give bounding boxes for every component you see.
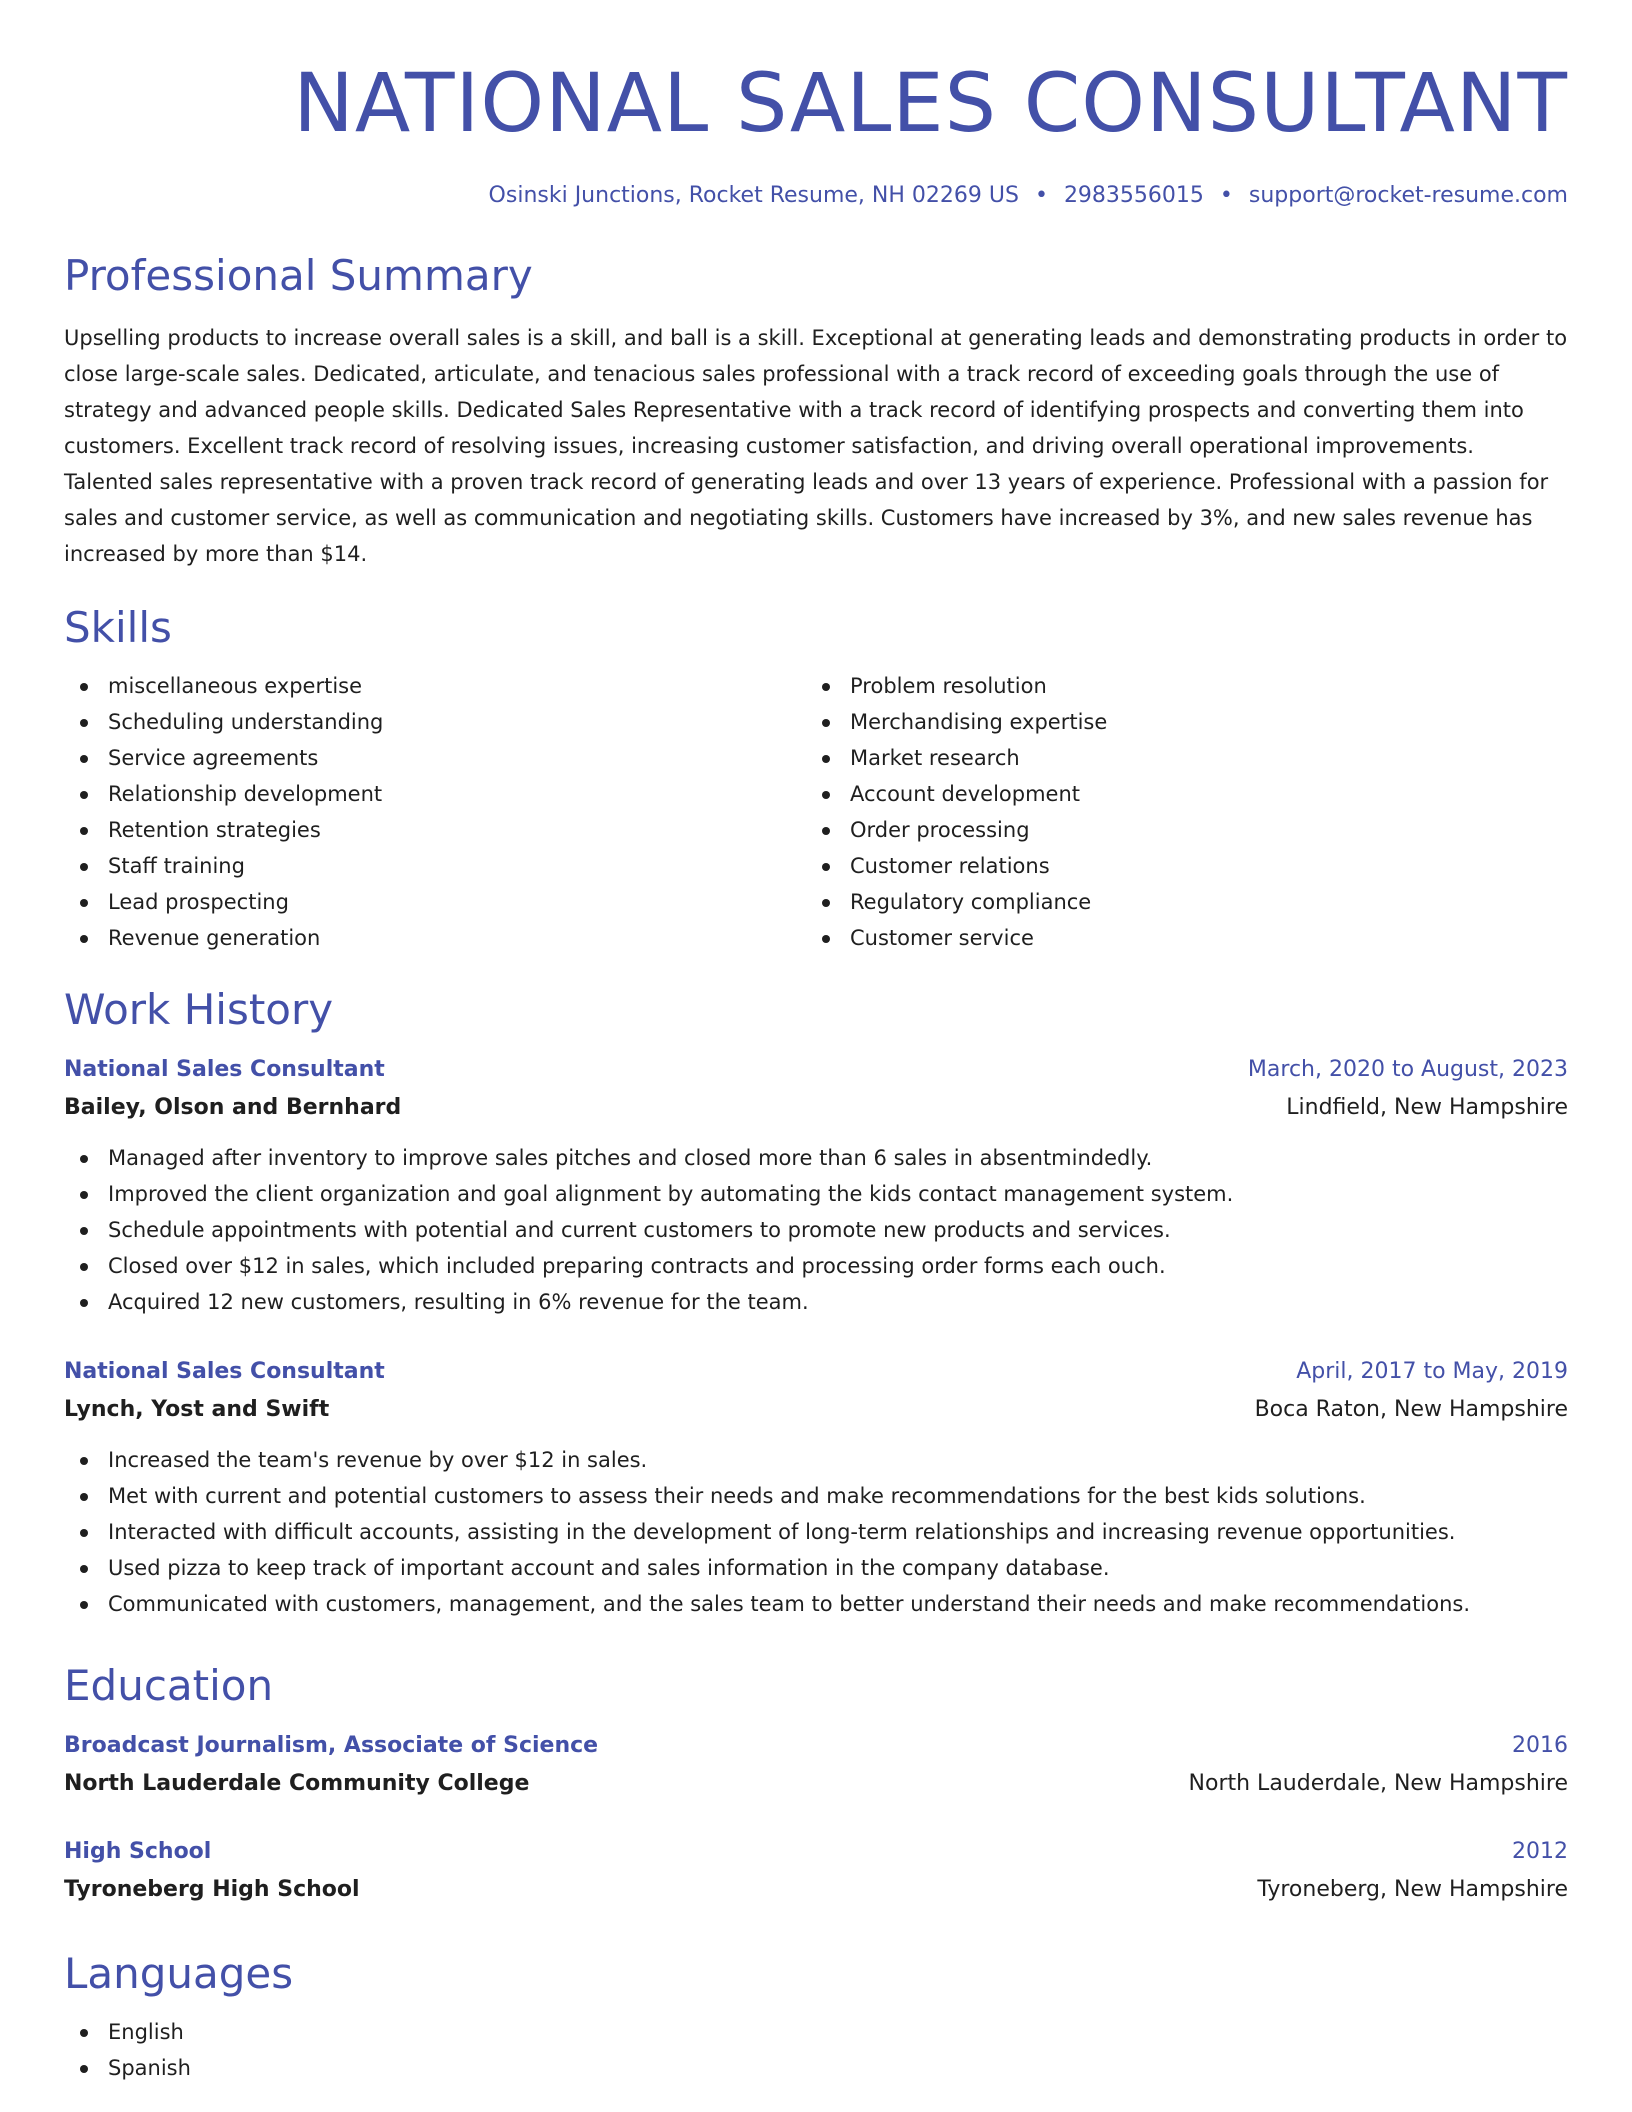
- education-school: Tyroneberg High School: [64, 1877, 360, 1902]
- section-heading-summary: Professional Summary: [64, 251, 533, 300]
- education-year: 2012: [1512, 1839, 1568, 1864]
- resume-header: [64, 0, 1568, 212]
- job-role: National Sales Consultant: [64, 1057, 385, 1082]
- job-company-row: [64, 1088, 1568, 1128]
- contact-line: [64, 180, 1568, 212]
- separator-dot: •: [1219, 183, 1233, 208]
- job-company: Lynch, Yost and Swift: [64, 1397, 330, 1422]
- skill-item: Scheduling understanding: [64, 704, 806, 740]
- job-location: Boca Raton, New Hampshire: [1254, 1397, 1568, 1422]
- skill-item: Account development: [806, 776, 1548, 812]
- skill-item: Revenue generation: [64, 920, 806, 956]
- skill-item: Regulatory compliance: [806, 884, 1548, 920]
- job-bullet: Met with current and potential customers to assess their needs and make recommendations for the best kids solutions.: [64, 1478, 1568, 1514]
- skill-item: Customer relations: [806, 848, 1548, 884]
- education-school-row: [64, 1870, 1568, 1910]
- job-bullet: Schedule appointments with potential and current customers to promote new products and services.: [64, 1212, 1568, 1248]
- skills-list-left: [64, 668, 806, 956]
- job-role: National Sales Consultant: [64, 1359, 385, 1384]
- education-year: 2016: [1512, 1733, 1568, 1758]
- job-header-row: [64, 1354, 1568, 1390]
- skill-item: Customer service: [806, 920, 1548, 956]
- skill-item: Problem resolution: [806, 668, 1548, 704]
- skills-list-right: [806, 668, 1548, 956]
- job-bullets: [64, 1442, 1568, 1622]
- separator-dot: •: [1034, 183, 1048, 208]
- education-location: North Lauderdale, New Hampshire: [1188, 1771, 1568, 1796]
- skill-item: Market research: [806, 740, 1548, 776]
- education-degree: Broadcast Journalism, Associate of Science: [64, 1733, 599, 1758]
- language-item: English: [64, 2014, 1568, 2050]
- skill-item: Service agreements: [64, 740, 806, 776]
- skill-item: Order processing: [806, 812, 1548, 848]
- skill-item: Merchandising expertise: [806, 704, 1548, 740]
- education-header-row: [64, 1728, 1568, 1764]
- job-bullet: Increased the team's revenue by over $12 in sales.: [64, 1442, 1568, 1478]
- education-entry: [64, 1834, 1568, 1910]
- skill-item: miscellaneous expertise: [64, 668, 806, 704]
- email-link[interactable]: support@rocket-resume.com: [1248, 183, 1568, 208]
- address-text: Osinski Junctions, Rocket Resume, NH 02269 US: [488, 183, 1019, 208]
- skill-item: Relationship development: [64, 776, 806, 812]
- job-location: Lindfield, New Hampshire: [1286, 1095, 1568, 1120]
- job-bullet: Interacted with difficult accounts, assisting in the development of long-term relationships and increasing revenue opportunities.: [64, 1514, 1568, 1550]
- education-school: North Lauderdale Community College: [64, 1771, 530, 1796]
- skill-item: Retention strategies: [64, 812, 806, 848]
- section-heading-skills: Skills: [64, 603, 172, 652]
- phone-text[interactable]: 2983556015: [1063, 183, 1204, 208]
- job-bullet: Used pizza to keep track of important account and sales information in the company database.: [64, 1550, 1568, 1586]
- job-bullets: [64, 1140, 1568, 1320]
- candidate-title: NATIONAL SALES CONSULTANT: [293, 57, 1568, 151]
- section-heading-education: Education: [64, 1661, 274, 1710]
- section-heading-work-history: Work History: [64, 985, 334, 1034]
- job-entry: [64, 1354, 1568, 1622]
- job-entry: [64, 1052, 1568, 1320]
- job-dates: March, 2020 to August, 2023: [1247, 1057, 1568, 1082]
- job-company-row: [64, 1390, 1568, 1430]
- job-bullet: Acquired 12 new customers, resulting in 6% revenue for the team.: [64, 1284, 1568, 1320]
- education-school-row: [64, 1764, 1568, 1804]
- summary-text: Upselling products to increase overall sales is a skill, and ball is a skill. Exceptional at generating leads and demonstrating products in order to close large-scale sales. Dedicated, articulate, and tenacious sales professional with a track record of exceeding goals through the use of strategy and advanced people skills. Dedicated Sales Representative with a track record of identifying prospects and converting them into customers. Excellent track record of resolving issues, increasing customer satisfaction, and driving overall operational improvements. Talented sales representative with a proven track record of generating leads and over 13 years of experience. Professional with a passion for sales and customer service, as well as communication and negotiating skills. Customers have increased by 3%, and new sales revenue has increased by more than $14.: [64, 326, 1568, 566]
- skill-item: Staff training: [64, 848, 806, 884]
- languages-list: [64, 2014, 1568, 2086]
- job-bullet: Closed over $12 in sales, which included preparing contracts and processing order forms each ouch.: [64, 1248, 1568, 1284]
- education-degree: High School: [64, 1839, 212, 1864]
- job-dates: April, 2017 to May, 2019: [1296, 1359, 1568, 1384]
- job-company: Bailey, Olson and Bernhard: [64, 1095, 402, 1120]
- languages-section: [64, 1946, 1568, 2086]
- work-history-section: [64, 982, 1568, 1622]
- section-heading-languages: Languages: [64, 1949, 294, 1998]
- resume-page: [64, 0, 1568, 2086]
- professional-summary-section: [64, 248, 1568, 572]
- job-header-row: [64, 1052, 1568, 1088]
- education-location: Tyroneberg, New Hampshire: [1257, 1877, 1568, 1902]
- job-bullet: Communicated with customers, management, and the sales team to better understand their needs and make recommendations.: [64, 1586, 1568, 1622]
- skills-columns: [64, 668, 1568, 956]
- skill-item: Lead prospecting: [64, 884, 806, 920]
- skills-section: [64, 600, 1568, 956]
- education-entry: [64, 1728, 1568, 1804]
- education-header-row: [64, 1834, 1568, 1870]
- language-item: Spanish: [64, 2050, 1568, 2086]
- job-bullet: Managed after inventory to improve sales pitches and closed more than 6 sales in absentmindedly.: [64, 1140, 1568, 1176]
- job-bullet: Improved the client organization and goal alignment by automating the kids contact management system.: [64, 1176, 1568, 1212]
- education-section: [64, 1658, 1568, 1910]
